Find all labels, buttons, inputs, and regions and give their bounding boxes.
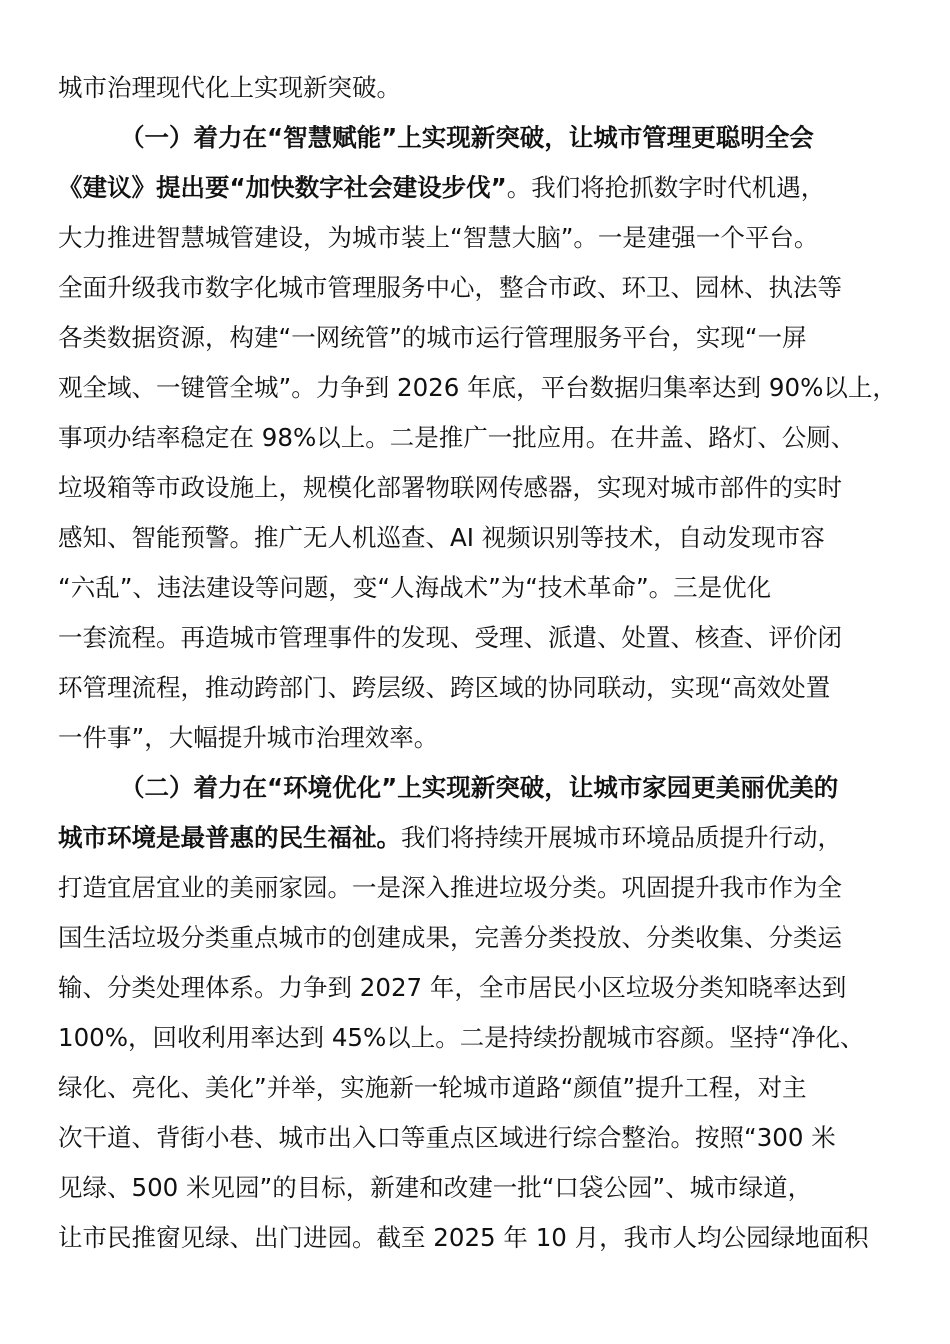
paragraph-line: [58, 618, 908, 668]
body-text: 全面升级我市数字化城市管理服务中心，整合市政、环卫、园林、执法等: [58, 273, 842, 302]
paragraph-line: [58, 468, 908, 518]
body-text: 城市治理现代化上实现新突破。: [58, 73, 401, 102]
body-text: 次干道、背街小巷、城市出入口等重点区域进行综合整治。按照“300 米: [58, 1123, 836, 1152]
paragraph-line: [58, 268, 908, 318]
paragraph-line: [58, 1118, 908, 1168]
body-text: 100%，回收利用率达到 45%以上。二是持续扮靓城市容颜。坚持“净化、: [58, 1023, 865, 1052]
paragraph-line: [58, 968, 908, 1018]
body-text: 感知、智能预警。推广无人机巡查、AI 视频识别等技术，自动发现市容: [58, 523, 825, 552]
body-text: 国生活垃圾分类重点城市的创建成果，完善分类投放、分类收集、分类运: [58, 923, 842, 952]
paragraph-line: [58, 868, 908, 918]
bold-text: （一）着力在“智慧赋能”上实现新突破，让城市管理更聪明全会: [120, 123, 814, 152]
body-text: 绿化、亮化、美化”并举，实施新一轮城市道路“颜值”提升工程，对主: [58, 1073, 807, 1102]
paragraph-line: [58, 918, 908, 968]
paragraph-line: [58, 718, 908, 768]
paragraph-line: [58, 1018, 908, 1068]
document-body: [58, 68, 908, 1268]
body-text: 各类数据资源，构建“一网统管”的城市运行管理服务平台，实现“一屏: [58, 323, 807, 352]
paragraph-line: [58, 818, 908, 868]
paragraph-line: [58, 418, 908, 468]
section-heading-line: [58, 768, 908, 818]
body-text: 事项办结率稳定在 98%以上。二是推广一批应用。在井盖、路灯、公厕、: [58, 423, 856, 452]
body-text: 一套流程。再造城市管理事件的发现、受理、派遣、处置、核查、评价闭: [58, 623, 842, 652]
body-text: 让市民推窗见绿、出门进园。截至 2025 年 10 月，我市人均公园绿地面积: [58, 1223, 869, 1252]
bold-text: 《建议》提出要“加快数字社会建设步伐”: [58, 173, 507, 202]
paragraph-line: [58, 518, 908, 568]
body-text: 见绿、500 米见园”的目标，新建和改建一批“口袋公园”、城市绿道，: [58, 1173, 813, 1202]
body-text: 。我们将抢抓数字时代机遇，: [506, 173, 826, 202]
paragraph-line: [58, 1168, 908, 1218]
body-text: 打造宜居宜业的美丽家园。一是深入推进垃圾分类。巩固提升我市作为全: [58, 873, 842, 902]
body-text: 输、分类处理体系。力争到 2027 年，全市居民小区垃圾分类知晓率达到: [58, 973, 847, 1002]
body-text: 一件事”，大幅提升城市治理效率。: [58, 723, 439, 752]
body-text: 垃圾箱等市政设施上，规模化部署物联网传感器，实现对城市部件的实时: [58, 473, 842, 502]
paragraph-line: [58, 168, 908, 218]
paragraph-line: [58, 568, 908, 618]
paragraph-line: [58, 318, 908, 368]
bold-text: 城市环境是最普惠的民生福祉。: [58, 823, 401, 852]
body-text: 环管理流程，推动跨部门、跨层级、跨区域的协同联动，实现“高效处置: [58, 673, 831, 702]
body-text: 我们将持续开展城市环境品质提升行动，: [401, 823, 842, 852]
paragraph-line: [58, 68, 908, 118]
paragraph-line: [58, 1068, 908, 1118]
body-text: “六乱”、违法建设等问题，变“人海战术”为“技术革命”。三是优化: [58, 573, 772, 602]
paragraph-line: [58, 218, 908, 268]
paragraph-line: [58, 368, 908, 418]
paragraph-line: [58, 668, 908, 718]
section-heading-line: [58, 118, 908, 168]
bold-text: （二）着力在“环境优化”上实现新突破，让城市家园更美丽优美的: [120, 773, 839, 802]
body-text: 观全域、一键管全城”。力争到 2026 年底，平台数据归集率达到 90%以上，: [58, 373, 897, 402]
body-text: 大力推进智慧城管建设，为城市装上“智慧大脑”。一是建强一个平台。: [58, 223, 819, 252]
paragraph-line: [58, 1218, 908, 1268]
